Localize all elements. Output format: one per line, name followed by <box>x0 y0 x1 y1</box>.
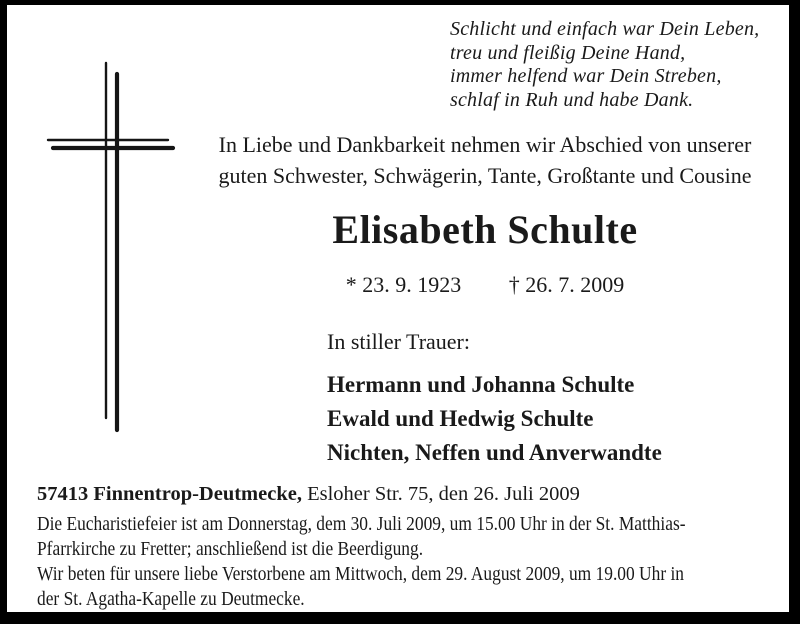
mourner-line: Ewald und Hedwig Schulte <box>327 406 594 431</box>
poem-line: immer helfend war Dein Streben, <box>450 65 722 87</box>
poem-line: schlaf in Ruh und habe Dank. <box>450 88 694 111</box>
mourner-line: Nichten, Neffen und Anverwandte <box>327 440 662 465</box>
funeral-service-info <box>37 512 686 561</box>
service-line: Die Eucharistiefeier ist am Donnerstag, dem 30. Juli 2009, um 15.00 Uhr in der St. Matthias- <box>37 513 686 535</box>
scan-border-right <box>789 0 800 624</box>
mourner-line: Hermann und Johanna Schulte <box>327 372 635 397</box>
farewell-text <box>170 129 800 191</box>
service-line: Wir beten für unsere liebe Verstorbene am Mittwoch, dem 29. August 2009, um 19.00 Uhr in <box>37 563 685 585</box>
farewell-line: In Liebe und Dankbarkeit nehmen wir Abschied von unserer <box>218 132 752 157</box>
poem-line: treu und fleißig Deine Hand, <box>450 41 686 64</box>
address-date-line <box>37 483 580 506</box>
service-line: Pfarrkirche zu Fretter; anschließend ist die Beerdigung. <box>37 537 424 560</box>
epitaph-poem <box>450 18 759 112</box>
scan-border-top <box>0 0 800 5</box>
poem-line: Schlicht und einfach war Dein Leben, <box>450 18 760 40</box>
address-location: 57413 Finnentrop-Deutmecke, <box>37 483 302 505</box>
mourners-list <box>327 368 662 470</box>
birth-date: * 23. 9. 1923 <box>345 272 462 297</box>
farewell-line: guten Schwester, Schwägerin, Tante, Großtante und Cousine <box>218 163 752 188</box>
death-date: † 26. 7. 2009 <box>508 272 625 297</box>
life-dates <box>170 272 800 298</box>
mourning-section <box>327 330 662 470</box>
service-line: der St. Agatha-Kapelle zu Deutmecke. <box>37 587 305 610</box>
deceased-name: Elisabeth Schulte <box>332 207 638 252</box>
scan-border-left <box>0 0 7 624</box>
mourning-heading: In stiller Trauer: <box>327 329 470 354</box>
memorial-cross-icon <box>40 55 180 440</box>
scan-border-bottom <box>0 612 800 624</box>
prayer-service-info <box>37 562 684 611</box>
address-details: Esloher Str. 75, den 26. Juli 2009 <box>307 483 580 505</box>
